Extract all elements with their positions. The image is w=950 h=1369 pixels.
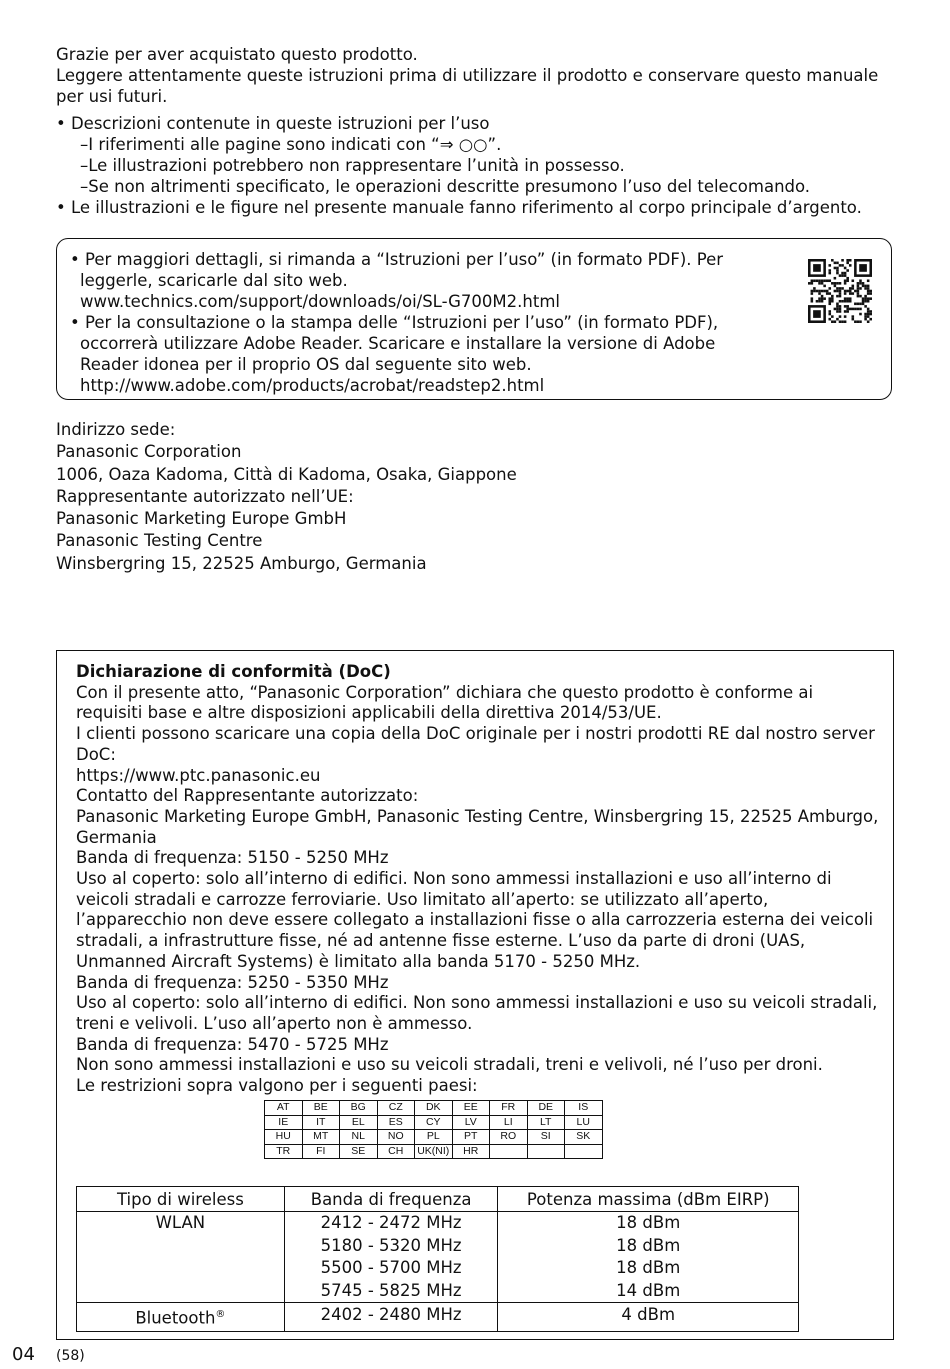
bluetooth-label: Bluetooth: [135, 1308, 216, 1328]
doc-paragraph: Con il presente atto, “Panasonic Corporation” dichiara che questo prodotto è conforme ai requisiti base e altre disposizioni applicabili della direttiva 2014/53/UE.: [76, 682, 814, 723]
power-cell: [498, 1212, 799, 1303]
intro-line: Grazie per aver acquistato questo prodotto.: [56, 45, 418, 64]
country-cell: MT: [302, 1130, 340, 1145]
country-cell: [490, 1144, 528, 1159]
info-bullet: • Per maggiori dettagli, si rimanda a “Istruzioni per l’uso” (in formato PDF). Per leggerle, scaricarle dal sito web.: [70, 250, 724, 290]
address-block: [56, 419, 756, 575]
qr-code-icon: [808, 259, 872, 323]
address-line: Indirizzo sede:: [56, 420, 176, 439]
intro-subitem: –I riferimenti alle pagine sono indicati con “⇒ ○○”.: [80, 135, 502, 154]
doc-text: [76, 662, 884, 1097]
power-value: 18 dBm: [616, 1258, 681, 1277]
table-row: [77, 1303, 799, 1332]
country-row: [265, 1115, 603, 1130]
country-cell: [565, 1144, 603, 1159]
country-cell: HU: [265, 1130, 303, 1145]
doc-paragraph: I clienti possono scaricare una copia della DoC originale per i nostri prodotti RE dal nostro server DoC:: [76, 724, 875, 764]
band-cell: [284, 1212, 498, 1303]
doc-paragraph: Uso al coperto: solo all’interno di edifici. Non sono ammessi installazioni e uso all’interno di veicoli stradali e carrozze ferroviarie. Uso limitato all’aperto: se utilizzato all’aperto, l’apparecchio non deve essere collegato a installazioni fisse o alla carrozzeria esterna dei veicoli stradali, a infrastrutture fisse, né ad antenne fisse esterne. L’uso da parte di droni (UAS, Unmanned Aircraft Systems) è limitato alla banda 5170 - 5250 MHz.: [76, 869, 874, 971]
info-link[interactable]: www.technics.com/support/downloads/oi/SL-G700M2.html: [80, 292, 560, 311]
doc-link[interactable]: https://www.ptc.panasonic.eu: [76, 765, 321, 785]
doc-title: Dichiarazione di conformità (DoC): [76, 662, 391, 681]
intro-bullet: • Le illustrazioni e le figure nel presente manuale fanno riferimento al corpo principale d’argento.: [56, 198, 862, 217]
country-cell: IS: [565, 1101, 603, 1116]
column-header: Tipo di wireless: [77, 1187, 285, 1212]
country-cell: BE: [302, 1101, 340, 1116]
power-value: 18 dBm: [616, 1235, 681, 1255]
doc-paragraph: Le restrizioni sopra valgono per i seguenti paesi:: [76, 1076, 478, 1096]
page-reference: (58): [56, 1348, 85, 1364]
doc-paragraph: Banda di frequenza: 5150 - 5250 MHz: [76, 848, 389, 868]
intro-section: [56, 44, 896, 218]
column-header: Banda di frequenza: [284, 1187, 498, 1212]
page-number: 04: [12, 1344, 35, 1365]
country-cell: FI: [302, 1144, 340, 1159]
doc-paragraph: Non sono ammessi installazioni e uso su veicoli stradali, treni e velivoli, né l’uso per droni.: [76, 1055, 823, 1075]
country-cell: SI: [527, 1130, 565, 1145]
country-cell: SK: [565, 1130, 603, 1145]
country-cell: FR: [490, 1101, 528, 1116]
country-cell: [527, 1144, 565, 1159]
info-text: [70, 249, 770, 396]
country-cell: CY: [415, 1115, 453, 1130]
address-line: Winsbergring 15, 22525 Amburgo, Germania: [56, 553, 427, 573]
wireless-type: [77, 1303, 285, 1332]
band-value: 5180 - 5320 MHz: [320, 1235, 462, 1255]
doc-paragraph: Banda di frequenza: 5470 - 5725 MHz: [76, 1034, 389, 1054]
band-value: 2402 - 2480 MHz: [284, 1303, 498, 1332]
country-cell: EL: [340, 1115, 378, 1130]
country-cell: HR: [452, 1144, 490, 1159]
doc-paragraph: Banda di frequenza: 5250 - 5350 MHz: [76, 972, 389, 992]
country-cell: BG: [340, 1101, 378, 1116]
country-cell: DE: [527, 1101, 565, 1116]
country-cell: ES: [377, 1115, 415, 1130]
doc-paragraph: Contatto del Rappresentante autorizzato:: [76, 786, 419, 806]
intro-subitem: –Se non altrimenti specificato, le operazioni descritte presumono l’uso del telecomando.: [80, 177, 811, 196]
band-value: 5745 - 5825 MHz: [320, 1280, 462, 1300]
table-header-row: [77, 1187, 799, 1212]
country-cell: LT: [527, 1115, 565, 1130]
info-link[interactable]: http://www.adobe.com/products/acrobat/readstep2.html: [80, 376, 545, 395]
intro-bullet: • Descrizioni contenute in queste istruzioni per l’uso: [56, 114, 490, 133]
country-cell: RO: [490, 1130, 528, 1145]
country-cell: PL: [415, 1130, 453, 1145]
intro-line: Leggere attentamente queste istruzioni prima di utilizzare il prodotto e conservare questo manuale per usi futuri.: [56, 66, 879, 106]
table-row: [77, 1212, 799, 1303]
country-cell: EE: [452, 1101, 490, 1116]
frequency-table: [76, 1186, 799, 1332]
registered-mark: ®: [215, 1309, 226, 1320]
address-line: Panasonic Marketing Europe GmbH: [56, 509, 347, 529]
country-cell: LI: [490, 1115, 528, 1130]
country-cell: IE: [265, 1115, 303, 1130]
info-bullet: • Per la consultazione o la stampa delle “Istruzioni per l’uso” (in formato PDF), occorrerà utilizzare Adobe Reader. Scaricare e installare la versione di Adobe Reader idonea per il proprio OS dal seguente sito web.: [70, 313, 719, 374]
power-value: 4 dBm: [498, 1303, 799, 1332]
column-header: Potenza massima (dBm EIRP): [498, 1187, 799, 1212]
band-value: 2412 - 2472 MHz: [320, 1213, 462, 1232]
country-cell: DK: [415, 1101, 453, 1116]
country-cell: UK(NI): [415, 1144, 453, 1159]
country-cell: CH: [377, 1144, 415, 1159]
address-line: Rappresentante autorizzato nell’UE:: [56, 486, 354, 506]
band-value: 5500 - 5700 MHz: [320, 1258, 462, 1277]
country-cell: AT: [265, 1101, 303, 1116]
address-line: 1006, Oaza Kadoma, Città di Kadoma, Osaka, Giappone: [56, 464, 517, 484]
intro-subitem: –Le illustrazioni potrebbero non rappresentare l’unità in possesso.: [80, 156, 625, 175]
country-cell: SE: [340, 1144, 378, 1159]
country-cell: PT: [452, 1130, 490, 1145]
country-table: [264, 1100, 603, 1159]
country-row: [265, 1130, 603, 1145]
country-cell: NL: [340, 1130, 378, 1145]
country-cell: CZ: [377, 1101, 415, 1116]
wireless-type: WLAN: [77, 1212, 285, 1303]
doc-paragraph: Panasonic Marketing Europe GmbH, Panasonic Testing Centre, Winsbergring 15, 22525 Amburgo, Germania: [76, 806, 879, 847]
power-value: 18 dBm: [616, 1213, 681, 1232]
country-cell: LU: [565, 1115, 603, 1130]
country-row: [265, 1144, 603, 1159]
address-line: Panasonic Testing Centre: [56, 531, 263, 551]
country-cell: IT: [302, 1115, 340, 1130]
country-row: [265, 1101, 603, 1116]
address-line: Panasonic Corporation: [56, 442, 242, 462]
country-cell: NO: [377, 1130, 415, 1145]
country-cell: TR: [265, 1144, 303, 1159]
doc-paragraph: Uso al coperto: solo all’interno di edifici. Non sono ammessi installazioni e uso su veicoli stradali, treni e velivoli. L’uso all’aperto non è ammesso.: [76, 993, 878, 1033]
power-value: 14 dBm: [616, 1280, 681, 1300]
country-cell: LV: [452, 1115, 490, 1130]
